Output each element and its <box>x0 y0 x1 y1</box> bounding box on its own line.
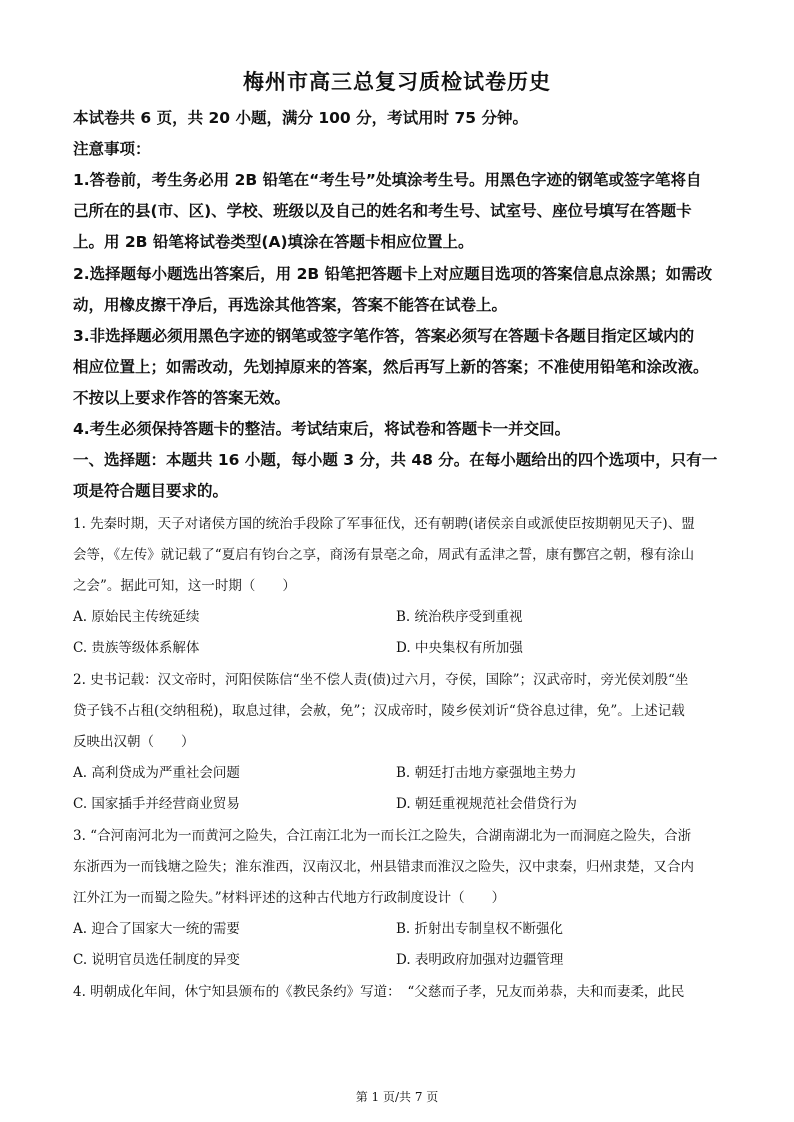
section-heading: 一、选择题：本题共 16 小题，每小题 3 分，共 48 分。在每小题给出的四个选项中，只有一 <box>73 451 718 469</box>
question-4-stem: 4. 明朝成化年间，休宁知县颁布的《教民条约》写道： “父慈而子孝，兄友而弟恭，夫和而妻柔，此民 <box>73 984 685 1000</box>
question-2-option-b: B. 朝廷打击地方豪强地主势力 <box>396 765 577 781</box>
notice-line: 相应位置上；如需改动，先划掉原来的答案，然后再写上新的答案；不准使用铅笔和涂改液。 <box>73 358 709 376</box>
notice-line: 4.考生必须保持答题卡的整洁。考试结束后，将试卷和答题卡一并交回。 <box>73 420 571 438</box>
notice-line: 己所在的县(市、区)、学校、班级以及自己的姓名和考生号、试室号、座位号填写在答题卡 <box>73 202 692 220</box>
question-2-stem: 2. 史书记载：汉文帝时，河阳侯陈信“坐不偿人责(债)过六月，夺侯，国除”；汉武帝时，旁光侯刘殷“坐 <box>73 672 689 688</box>
notice-line: 不按以上要求作答的答案无效。 <box>73 389 291 407</box>
exam-intro: 本试卷共 6 页，共 20 小题，满分 100 分，考试用时 75 分钟。 <box>73 109 528 127</box>
question-3-stem: 东浙西为一而钱塘之险失；淮东淮西，汉南汉北，州县错隶而淮汉之险失，汉中隶秦，归州隶楚，又合内 <box>73 859 694 875</box>
question-3-stem: 3. “合河南河北为一而黄河之险失，合江南江北为一而长江之险失，合湖南湖北为一而洞庭之险失，合浙 <box>73 828 692 844</box>
question-2-stem: 贷子钱不占租(交纳租税)，取息过律，会赦，免”；汉成帝时，陵乡侯刘䜣“贷谷息过律，免”。上述记载 <box>73 703 685 719</box>
notice-heading: 注意事项： <box>73 140 151 158</box>
question-2-stem: 反映出汉朝（ ） <box>73 734 195 750</box>
notice-line: 上。用 2B 铅笔将试卷类型(A)填涂在答题卡相应位置上。 <box>73 233 474 251</box>
question-1-option-a: A. 原始民主传统延续 <box>73 609 200 625</box>
question-1-stem: 1. 先秦时期，天子对诸侯方国的统治手段除了军事征伐，还有朝聘(诸侯亲自或派使臣按期朝见天子)、盟 <box>73 516 695 532</box>
question-1-option-c: C. 贵族等级体系解体 <box>73 640 200 656</box>
question-3-option-c: C. 说明官员选任制度的异变 <box>73 952 240 968</box>
page-footer: 第 1 页/共 7 页 <box>355 1090 439 1104</box>
question-3-option-b: B. 折射出专制皇权不断强化 <box>396 921 564 937</box>
question-3-option-d: D. 表明政府加强对边疆管理 <box>396 952 564 968</box>
notice-line: 动，用橡皮擦干净后，再选涂其他答案，答案不能答在试卷上。 <box>73 296 508 314</box>
notice-line: 2.选择题每小题选出答案后，用 2B 铅笔把答题卡上对应题目选项的答案信息点涂黑；如需改 <box>73 265 713 283</box>
notice-line: 1.答卷前，考生务必用 2B 铅笔在“考生号”处填涂考生号。用黑色字迹的钢笔或签字笔将自 <box>73 171 702 189</box>
question-3-stem: 江外江为一而蜀之险失。”材料评述的这种古代地方行政制度设计（ ） <box>73 890 506 906</box>
section-heading: 项是符合题目要求的。 <box>73 482 229 500</box>
question-1-stem: 之会”。据此可知，这一时期（ ） <box>73 578 296 594</box>
question-1-stem: 会等，《左传》就记载了“夏启有钧台之享，商汤有景亳之命，周武有孟津之誓，康有酆宫之朝，穆有涂山 <box>73 547 695 563</box>
notice-line: 3.非选择题必须用黑色字迹的钢笔或签字笔作答，答案必须写在答题卡各题目指定区域内的 <box>73 327 695 345</box>
exam-title: 梅州市高三总复习质检试卷历史 <box>243 69 551 94</box>
question-1-option-b: B. 统治秩序受到重视 <box>396 609 523 625</box>
question-2-option-d: D. 朝廷重视规范社会借贷行为 <box>396 796 577 812</box>
question-1-option-d: D. 中央集权有所加强 <box>396 640 523 656</box>
question-3-option-a: A. 迎合了国家大一统的需要 <box>73 921 240 937</box>
question-2-option-a: A. 高利贷成为严重社会问题 <box>73 765 240 781</box>
question-2-option-c: C. 国家插手并经营商业贸易 <box>73 796 240 812</box>
